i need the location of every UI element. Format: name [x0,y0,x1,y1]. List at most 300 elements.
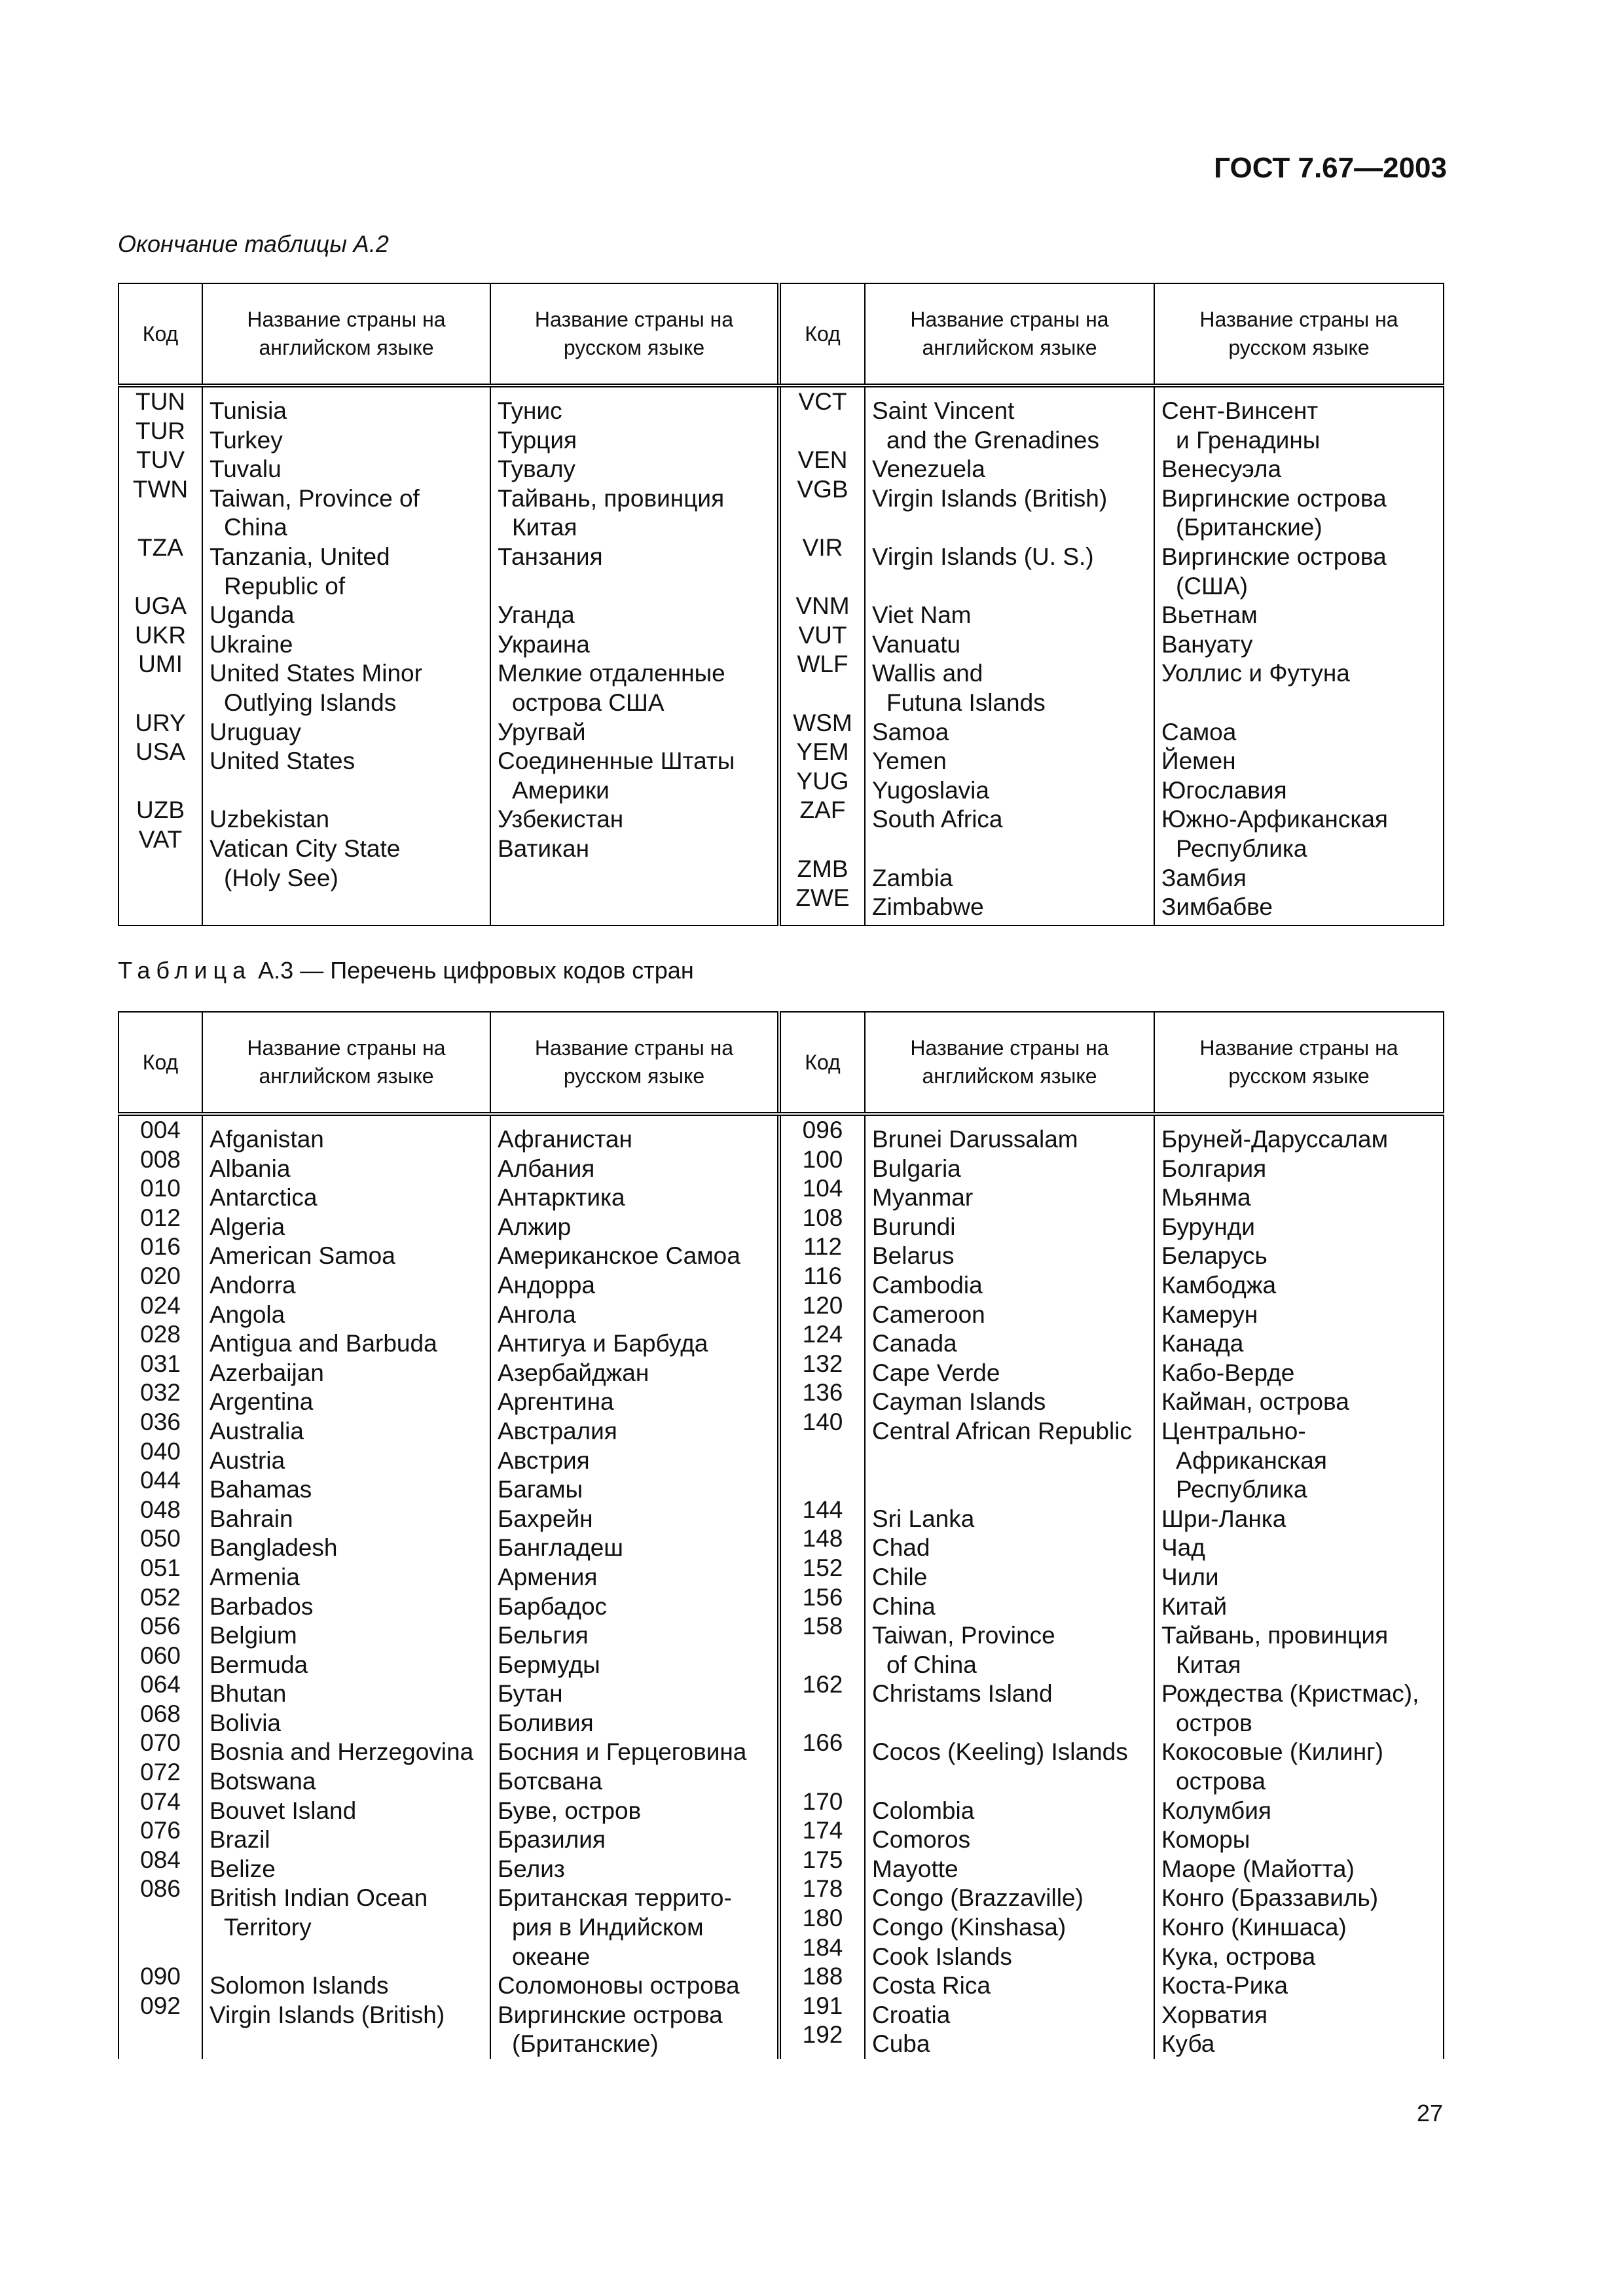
code-text: UKR [134,621,187,649]
country-name-en [210,1534,483,1563]
name-line: Australia [210,1417,304,1444]
country-name-en [210,1971,483,2001]
header-name-en: Название страны на английском языке [202,283,490,386]
blank-line [872,1446,1147,1476]
country-code [781,1291,864,1321]
country-name-en [210,601,483,630]
name-line: Куба [1161,2030,1215,2058]
name-line: Canada [872,1330,957,1357]
country-name-en [872,1505,1147,1534]
country-code [119,1378,202,1408]
name-line: океане [512,1943,591,1970]
country-name-ru [498,543,771,601]
country-code [781,1904,864,1933]
name-line: Ватикан [498,834,590,862]
country-name-ru [498,1329,771,1359]
country-code [781,1583,864,1613]
name-line: and the Grenadines [886,426,1100,454]
code-text: 068 [140,1700,181,1727]
code-text: 152 [802,1554,843,1581]
document-standard-code: ГОСТ 7.67—2003 [1214,152,1447,184]
name-line: Коста-Рика [1161,1972,1288,2000]
country-name-ru [498,659,771,717]
country-name-en [210,1592,483,1622]
country-name-en [210,1825,483,1855]
table-header-row [119,283,1444,386]
country-code [781,796,864,854]
code-column [119,1114,202,2059]
country-name-en [210,1563,483,1592]
name-line: Армения [498,1563,598,1590]
code-text: TUR [135,417,186,444]
name-line: Albania [210,1155,291,1182]
name-line: Австралия [498,1417,617,1444]
name-line: Багамы [498,1476,583,1503]
blank-line [498,572,771,601]
name-line: Республика [1176,1476,1307,1503]
country-code [781,1846,864,1875]
name-line: Bermuda [210,1651,308,1678]
code-text: 108 [802,1204,843,1231]
name-line: Китая [512,514,577,541]
country-name-ru [1161,1621,1436,1679]
country-name-ru [498,1738,771,1767]
country-code [781,621,864,651]
country-name-ru [1161,1388,1436,1417]
name-line: Viet Nam [872,601,972,629]
code-text: 090 [140,1963,181,1990]
code-text: TUN [135,388,186,415]
code-column [779,1114,865,2059]
name-en-column [865,386,1154,925]
table-a2-caption: Окончание таблицы А.2 [118,230,389,257]
name-line: рия в Индийском [512,1914,704,1941]
country-name-ru [498,1213,771,1242]
name-line: Taiwan, Province of [210,484,420,512]
country-name-ru [1161,1825,1436,1855]
code-text: 031 [140,1350,181,1377]
blank-line [210,2030,483,2059]
country-code [119,825,202,884]
country-code [119,1641,202,1671]
country-name-en [872,1300,1147,1330]
table-header-row [119,1012,1444,1114]
name-line: Виргинские острова [1161,484,1387,512]
name-line: Colombia [872,1797,975,1824]
code-text: 024 [140,1291,181,1319]
country-name-en [872,718,1147,747]
name-line: Замбия [1161,864,1247,891]
name-line: Мьянма [1161,1184,1251,1211]
country-code [781,738,864,767]
code-text: 048 [140,1496,181,1523]
country-code [781,884,864,913]
name-line: Беларусь [1161,1242,1267,1270]
country-name-en [210,1388,483,1417]
name-line: Виргинские острова [498,2001,723,2028]
name-line: Америки [512,776,610,804]
name-en-column [202,386,490,925]
country-code [119,1758,202,1787]
name-line: Taiwan, Province [872,1622,1055,1649]
code-text: 144 [802,1496,843,1523]
country-name-ru [1161,1505,1436,1534]
name-line: Tunisia [210,397,287,424]
country-name-ru [1161,1679,1436,1738]
country-name-ru [1161,484,1436,543]
country-name-ru [498,1651,771,1680]
country-name-ru [498,1855,771,1884]
name-line: United States Minor [210,660,422,687]
country-name-en [210,1855,483,1884]
country-code [781,1378,864,1408]
name-ru-column [1154,386,1444,925]
name-line: Cape Verde [872,1359,1000,1386]
header-name-en: Название страны на английском языке [202,1012,490,1114]
country-name-ru [498,484,771,543]
name-line: Myanmar [872,1184,974,1211]
name-line: Ukraine [210,630,293,658]
country-name-en [872,776,1147,806]
country-name-en [210,1475,483,1505]
country-name-en [210,630,483,660]
country-name-ru [498,455,771,484]
name-line: Tuvalu [210,456,282,483]
name-line: Wallis and [872,660,983,687]
name-line: Congo (Brazzaville) [872,1884,1084,1912]
country-name-ru [1161,2001,1436,2030]
country-name-ru [498,1300,771,1330]
code-text: 070 [140,1729,181,1757]
name-line: Конго (Киншаса) [1161,1914,1347,1941]
table-a3-caption-text: А.3 — Перечень цифровых кодов стран [251,957,694,984]
country-name-en [210,1621,483,1651]
code-text: 162 [802,1671,843,1698]
country-name-en [210,1679,483,1709]
country-name-ru [498,718,771,747]
country-name-en [872,1825,1147,1855]
country-name-ru [498,397,771,426]
name-line: Belarus [872,1242,955,1270]
name-line: Costa Rica [872,1972,991,2000]
code-text: VNM [795,592,850,620]
name-line: Соломоновы острова [498,1972,740,2000]
name-line: Британская террито- [498,1884,732,1912]
name-line: Mayotte [872,1855,958,1882]
name-line: острова США [512,689,665,716]
name-line: Африканская [1176,1446,1327,1474]
country-name-en [872,2030,1147,2059]
code-text: TWN [132,475,189,503]
name-line: Узбекистан [498,806,624,833]
country-code [781,1874,864,1904]
country-name-ru [1161,1359,1436,1388]
name-line: Зимбабве [1161,893,1273,921]
name-line: Бруней-Даруссалам [1161,1126,1389,1153]
country-name-en [210,1271,483,1300]
country-name-en [872,455,1147,484]
header-code: Код [779,1012,865,1114]
name-line: Турция [498,426,577,454]
name-line: Argentina [210,1388,314,1416]
country-code [119,1612,202,1641]
name-line: Колумбия [1161,1797,1271,1824]
country-code [119,796,202,825]
name-line: Austria [210,1446,285,1474]
country-name-en [872,2001,1147,2030]
name-line: Bosnia and Herzegovina [210,1738,474,1766]
country-name-ru [498,1825,771,1855]
name-ru-column [490,386,779,925]
country-name-en [872,864,1147,893]
name-line: Бутан [498,1680,563,1708]
country-code [119,1437,202,1467]
country-code [119,1729,202,1758]
country-name-en [872,1388,1147,1417]
country-name-ru [498,1125,771,1155]
country-name-en [872,543,1147,601]
code-text: VEN [797,446,848,474]
name-line: Танзания [498,543,603,570]
name-line: China [872,1592,936,1620]
table-a2 [118,283,1444,926]
country-name-ru [1161,1125,1436,1155]
country-name-en [210,1417,483,1446]
name-line: Vanuatu [872,630,961,658]
name-line: Ботсвана [498,1768,602,1795]
blank-line [119,563,202,592]
code-text: 112 [803,1233,842,1261]
country-name-ru [498,1563,771,1592]
country-code [119,1583,202,1613]
country-code [119,1204,202,1233]
name-line: Yugoslavia [872,776,989,804]
name-line: Буве, остров [498,1797,642,1824]
code-text: 184 [802,1933,843,1961]
country-name-ru [1161,2030,1436,2059]
country-code [119,533,202,592]
country-name-ru [1161,543,1436,601]
code-text: 096 [802,1117,843,1143]
country-name-ru [1161,776,1436,806]
code-text: 191 [802,1992,843,2019]
blank-line [210,1943,483,1972]
name-line: Sri Lanka [872,1505,975,1532]
page-number: 27 [1416,2100,1443,2126]
name-line: Cuba [872,2030,930,2058]
country-name-en [210,1359,483,1388]
blank-line [119,679,202,709]
country-name-en [872,659,1147,717]
country-code [119,1524,202,1554]
name-line: Конго (Браззавиль) [1161,1884,1379,1912]
blank-line [781,1641,864,1671]
code-text: 116 [803,1262,842,1289]
country-name-en [210,1213,483,1242]
name-line: Brazil [210,1826,270,1854]
country-name-en [210,1767,483,1797]
name-line: Австрия [498,1446,590,1474]
name-ru-column [490,1114,779,2059]
name-line: American Samoa [210,1242,395,1270]
country-name-en [872,630,1147,660]
country-code [781,1962,864,1992]
name-line: Коморы [1161,1826,1250,1854]
code-text: 050 [140,1525,181,1552]
name-line: Бразилия [498,1826,606,1854]
name-line: Сент-Винсент [1161,397,1319,424]
country-code [781,1933,864,1963]
name-line: Йемен [1161,747,1236,775]
name-line: (Британские) [512,2030,659,2058]
name-line: острова [1176,1768,1266,1795]
code-text: 170 [802,1787,843,1815]
country-code [119,475,202,533]
code-text: YUG [796,767,849,795]
name-line: Uzbekistan [210,806,330,833]
country-name-ru [498,1505,771,1534]
name-line: Bulgaria [872,1155,961,1182]
name-line: Албания [498,1155,595,1182]
country-name-ru [498,1242,771,1271]
blank-line [781,417,864,446]
name-line: Bolivia [210,1709,281,1736]
name-line: Барбадос [498,1592,608,1620]
blank-line [872,513,1147,543]
country-name-ru [1161,1738,1436,1796]
country-name-ru [498,630,771,660]
blank-line [210,776,483,806]
country-name-ru [498,1797,771,1826]
code-text: 004 [140,1117,181,1143]
country-name-ru [1161,1155,1436,1184]
code-text: 156 [802,1583,843,1611]
name-line: Соединенные Штаты [498,747,735,775]
code-column [779,386,865,925]
country-code [781,1787,864,1817]
name-line: Uganda [210,601,295,629]
header-name-ru: Название страны на русском языке [490,1012,779,1114]
country-code [119,650,202,708]
name-line: Чили [1161,1563,1219,1590]
table-a3 [118,1011,1444,2059]
name-line: of China [886,1651,977,1678]
code-text: ZWE [795,884,850,912]
country-code [781,1612,864,1670]
country-code [119,1262,202,1291]
name-line: Solomon Islands [210,1972,389,2000]
country-name-en [872,1592,1147,1622]
code-text: 180 [802,1905,843,1932]
country-code [119,1174,202,1204]
country-name-en [872,1155,1147,1184]
code-text: VIR [802,533,843,561]
code-text: 120 [802,1291,843,1319]
country-name-en [210,1884,483,1971]
country-name-en [872,1242,1147,1271]
table-body-row [119,386,1444,925]
name-line: Андорра [498,1271,596,1299]
code-text: 028 [140,1321,181,1348]
blank-line [119,855,202,884]
country-code [119,1320,202,1350]
name-line: Vatican City State [210,834,401,862]
country-code [119,1232,202,1262]
name-line: Бермуды [498,1651,600,1678]
country-name-en [210,1329,483,1359]
header-code: Код [119,283,202,386]
country-name-ru [1161,1534,1436,1563]
name-line: Zimbabwe [872,893,984,921]
country-name-ru [1161,1271,1436,1300]
country-name-ru [1161,1242,1436,1271]
name-line: Croatia [872,2001,951,2028]
country-name-ru [498,1183,771,1213]
country-name-en [210,718,483,747]
code-text: 136 [802,1379,843,1407]
name-line: Armenia [210,1563,300,1590]
code-text: TUV [136,446,185,474]
country-name-ru [1161,1943,1436,1972]
blank-line [781,1466,864,1496]
country-name-ru [498,1388,771,1417]
country-name-en [210,426,483,456]
name-line: Chile [872,1563,928,1590]
blank-line [119,504,202,533]
header-name-ru: Название страны на русском языке [490,283,779,386]
country-name-ru [498,1592,771,1622]
name-line: Antigua and Barbuda [210,1330,437,1357]
name-line: Barbados [210,1592,314,1620]
name-line: Шри-Ланка [1161,1505,1286,1532]
name-line: Мелкие отдаленные [498,660,725,687]
country-name-en [210,543,483,601]
name-line: Comoros [872,1826,971,1854]
name-line: Самоа [1161,718,1237,745]
code-text: YEM [796,738,849,766]
code-text: 092 [140,1992,181,2019]
name-line: Samoa [872,718,949,745]
country-name-ru [498,805,771,834]
name-line: Босния и Герцеговина [498,1738,747,1766]
country-name-en [210,1155,483,1184]
country-code [781,1232,864,1262]
blank-line [781,504,864,533]
country-name-ru [1161,864,1436,893]
country-code [781,1554,864,1583]
name-line: Yemen [872,747,947,775]
code-text: 175 [802,1846,843,1873]
name-line: Антигуа и Барбуда [498,1330,708,1357]
country-name-en [872,893,1147,922]
code-text: URY [135,709,186,736]
blank-line [781,1758,864,1787]
country-name-ru [1161,1855,1436,1884]
blank-line [119,2020,202,2050]
name-line: Кука, острова [1161,1943,1316,1970]
country-code [781,1729,864,1787]
code-text: 188 [802,1963,843,1990]
country-name-en [872,1855,1147,1884]
country-code [119,738,202,796]
country-code [119,1700,202,1729]
header-code: Код [779,283,865,386]
country-code [119,1466,202,1496]
country-name-en [210,1300,483,1330]
name-line: Azerbaijan [210,1359,324,1386]
name-line: United States [210,747,356,775]
country-name-ru [498,1155,771,1184]
